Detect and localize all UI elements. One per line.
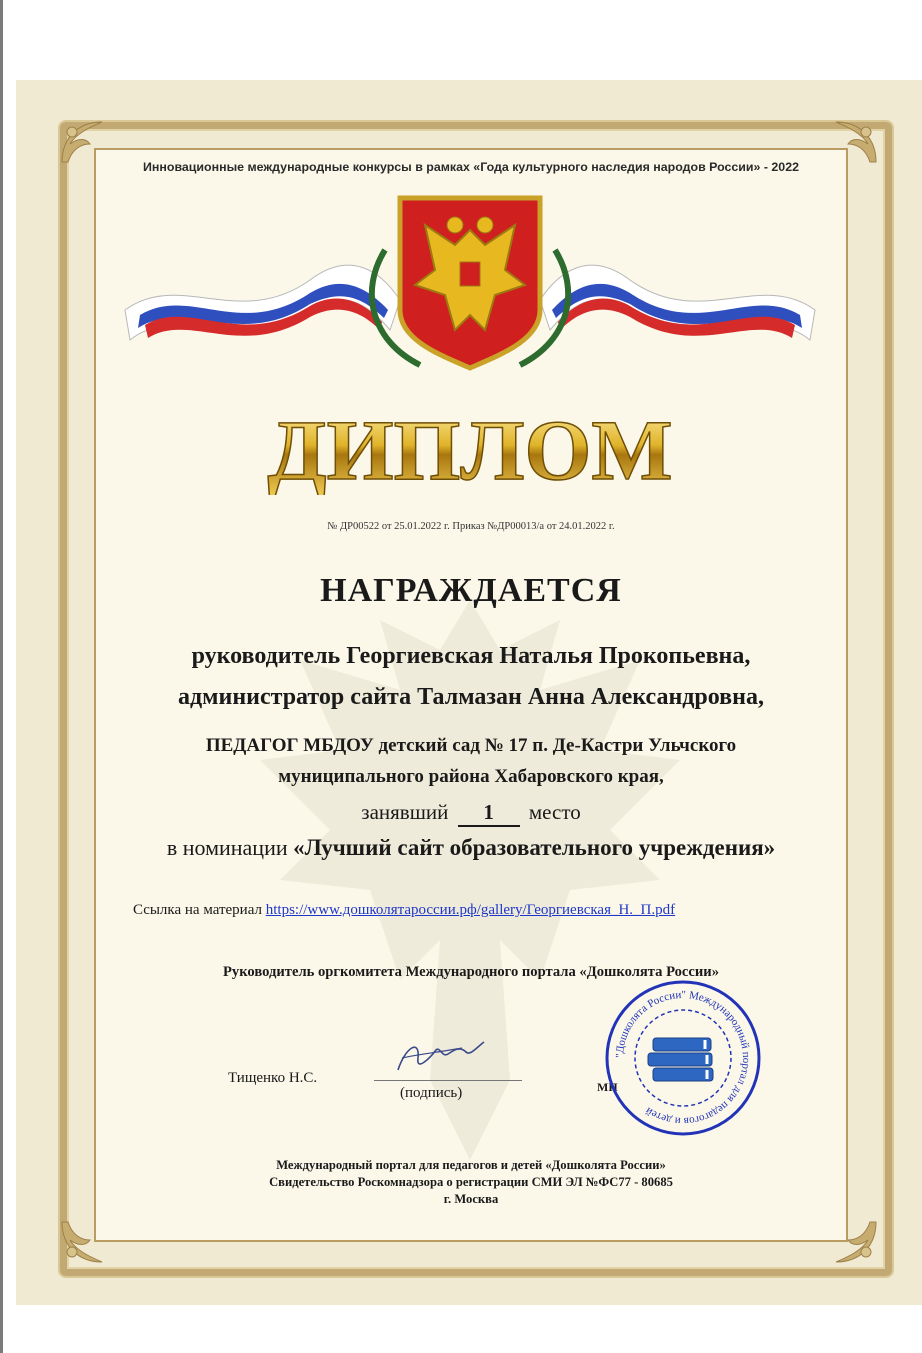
stamp-ring-text: "Дошколята России" Международный портал для педагогов и детей [613, 988, 753, 1128]
organization-line-2: муниципального района Хабаровского края, [278, 766, 664, 787]
organization-line-1: ПЕДАГОГ МБДОУ детский сад № 17 п. Де-Кастри Ульчского [205, 735, 737, 756]
recipient-line-2: администратор сайта Талмазан Анна Александровна, [178, 684, 764, 710]
place-suffix: место [528, 800, 581, 824]
corner-ornament-icon [832, 1218, 880, 1266]
place-line [94, 800, 848, 827]
diploma-title-text: ДИПЛОМ [267, 405, 673, 495]
seal-place-label: МП [597, 1080, 618, 1094]
signer-name: Тищенко Н.С. [228, 1070, 318, 1086]
footer-portal: Международный портал для педагогов и детей «Дошколята России» [276, 1158, 666, 1172]
material-link-line [133, 902, 675, 919]
material-link[interactable]: https://www.дошколятароссии.рф/gallery/Георгиевская_Н._П.pdf [265, 902, 676, 918]
russian-coat-of-arms-icon [120, 190, 820, 380]
awarded-heading: НАГРАЖДАЕТСЯ [320, 572, 622, 609]
nomination-line [94, 835, 848, 861]
corner-ornament-icon [58, 118, 106, 166]
signature-line [374, 1080, 522, 1081]
nomination-title: «Лучший сайт образовательного учреждения» [293, 835, 776, 860]
corner-ornament-icon [58, 1218, 106, 1266]
corner-ornament-icon [832, 118, 880, 166]
signature-caption: (подпись) [400, 1085, 463, 1101]
footer-city: г. Москва [443, 1192, 499, 1206]
window-edge [0, 0, 3, 1353]
recipient-line-1: руководитель Георгиевская Наталья Прокопьевна, [191, 643, 751, 669]
organization-stamp-icon [603, 978, 763, 1138]
diploma-title [250, 405, 690, 495]
footer-registration: Свидетельство Роскомнадзора о регистрации СМИ ЭЛ №ФС77 - 80685 [269, 1175, 673, 1189]
place-number: 1 [458, 800, 520, 827]
link-label: Ссылка на материал [133, 902, 262, 918]
contest-header: Инновационные международные конкурсы в рамках «Года культурного наследия народов России» - 2022 [143, 160, 799, 174]
place-prefix: занявший [361, 800, 449, 824]
committee-head-line: Руководитель оргкомитета Международного портала «Дошколята России» [223, 964, 719, 980]
nomination-prefix: в номинации [166, 835, 288, 860]
handwritten-signature-icon [380, 1028, 490, 1083]
document-number: № ДР00522 от 25.01.2022 г. Приказ №ДР00013/а от 24.01.2022 г. [327, 521, 615, 532]
